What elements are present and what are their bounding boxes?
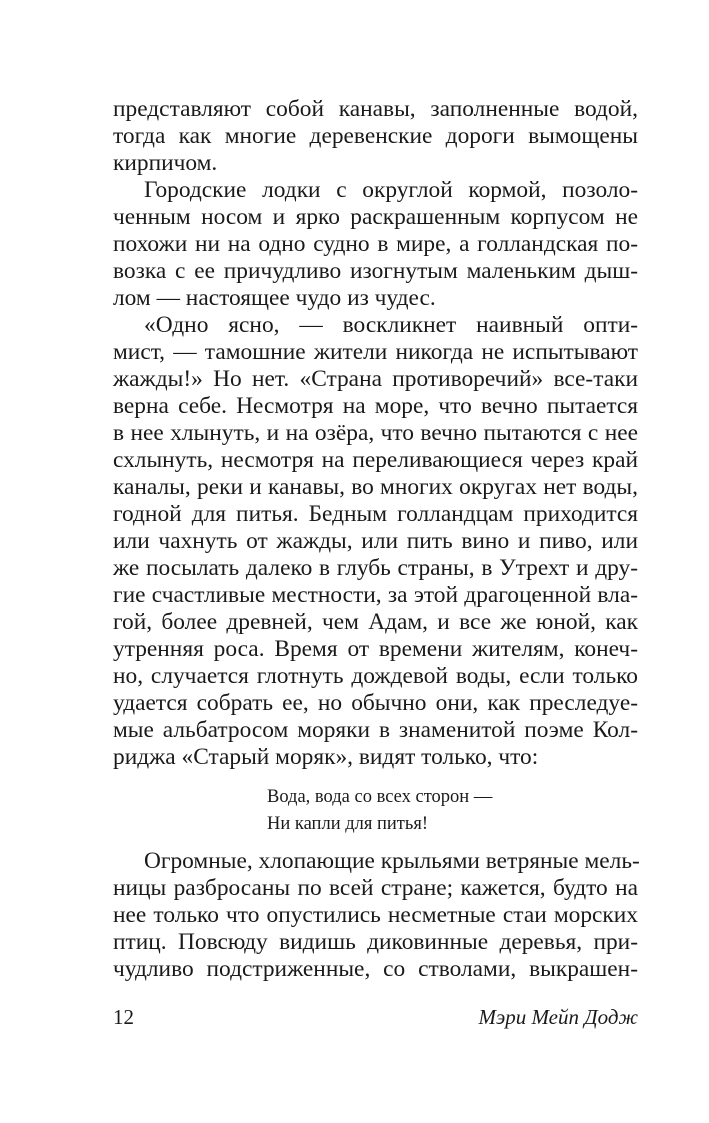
text-line: ченным носом и ярко раскрашенным корпусом не bbox=[113, 204, 638, 230]
text-line: мист, — тамошние жители никогда не испытывают bbox=[113, 339, 638, 365]
text-line: же посылать далеко в глубь страны, в Утрехт и дру- bbox=[113, 555, 638, 581]
verse-quote bbox=[267, 784, 492, 838]
running-footer-author: Мэри Мейп Додж bbox=[478, 1005, 638, 1029]
text-line: верна себе. Несмотря на море, что вечно пытается bbox=[113, 393, 638, 419]
text-line: Городские лодки с округлой кормой, позоло- bbox=[144, 177, 638, 203]
verse-line: Вода, вода со всех сторон — bbox=[267, 787, 493, 807]
text-line: но, случается глотнуть дождевой воды, если только bbox=[113, 663, 638, 689]
main-text-block bbox=[113, 96, 638, 771]
text-line: в нее хлынуть, и на озёра, что вечно пытаются с нее bbox=[113, 420, 638, 446]
text-line: годной для питья. Бедным голландцам приходится bbox=[113, 501, 638, 527]
text-line: возка с ее причудливо изогнутым маленьким дыш- bbox=[113, 258, 638, 284]
text-line: похожи ни на одно судно в мире, а голландская по- bbox=[113, 231, 638, 257]
text-line: риджа «Старый моряк», видят только, что: bbox=[113, 744, 539, 770]
text-line: гие счастливые местности, за этой драгоценной вла- bbox=[113, 582, 638, 608]
text-line: кирпичом. bbox=[113, 150, 218, 176]
text-line: представляют собой канавы, заполненные водой, bbox=[113, 96, 638, 122]
text-line: утренняя роса. Время от времени жителям, конеч- bbox=[113, 636, 638, 662]
text-line: схлынуть, несмотря на переливающиеся через край bbox=[113, 447, 638, 473]
verse-line: Ни капли для питья! bbox=[267, 814, 428, 834]
text-line: лом — настоящее чудо из чудес. bbox=[113, 285, 436, 311]
text-line: или чахнуть от жажды, или пить вино и пиво, или bbox=[113, 528, 638, 554]
text-line: мые альбатросом моряки в знаменитой поэме Кол- bbox=[113, 717, 638, 743]
page-number: 12 bbox=[113, 1005, 134, 1029]
text-line: тогда как многие деревенские дороги вымощены bbox=[113, 123, 638, 149]
text-line: чудливо подстриженные, со стволами, выкрашен- bbox=[113, 956, 638, 982]
text-line: удается собрать ее, но обычно они, как преследуе- bbox=[113, 690, 638, 716]
text-line: гой, более древней, чем Адам, и все же юной, как bbox=[113, 609, 638, 635]
text-line: каналы, реки и канавы, во многих округах нет воды, bbox=[113, 474, 638, 500]
text-line: птиц. Повсюду видишь диковинные деревья, при- bbox=[113, 929, 638, 955]
text-line: «Одно ясно, — воскликнет наивный опти- bbox=[144, 312, 638, 338]
text-line: нее только что опустились несметные стаи морских bbox=[113, 902, 638, 928]
text-line: Огромные, хлопающие крыльями ветряные мель- bbox=[144, 848, 640, 874]
text-line: жажды!» Но нет. «Страна противоречий» все-таки bbox=[113, 366, 638, 392]
continuation-text-block bbox=[113, 848, 638, 983]
text-line: ницы разбросаны по всей стране; кажется, будто на bbox=[113, 875, 638, 901]
